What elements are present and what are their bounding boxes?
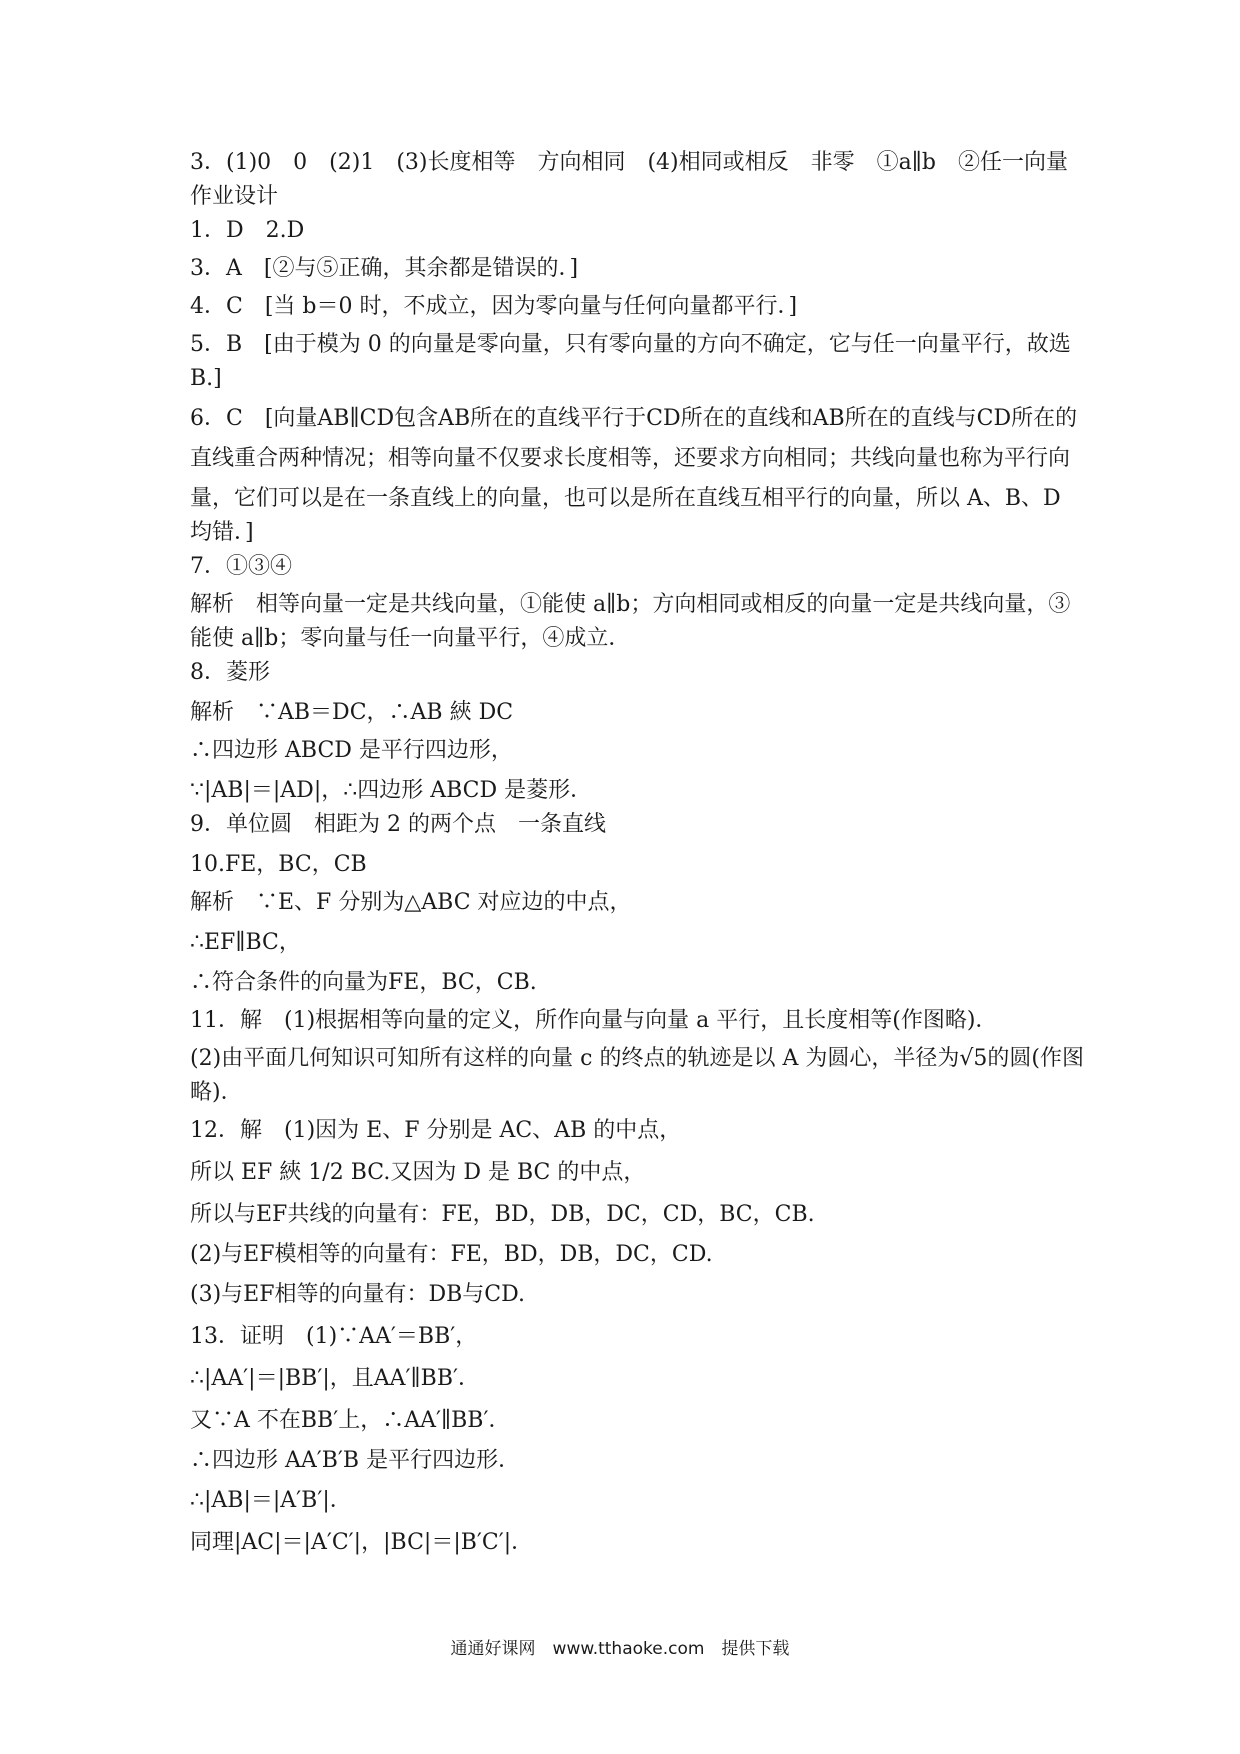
- text-line: 3．A [②与⑤正确，其余都是错误的．]: [190, 256, 579, 281]
- text-line: 均错．]: [190, 520, 254, 545]
- text-line: (2)与EF模相等的向量有：FE，BD，DB，DC，CD.: [190, 1242, 713, 1267]
- text-line: 量，它们可以是在一条直线上的向量，也可以是所在直线互相平行的向量，所以 A、B、D: [190, 486, 1061, 511]
- text-line: 6．C [向量AB∥CD包含AB所在的直线平行于CD所在的直线和AB所在的直线与CD所在的: [190, 406, 1078, 431]
- text-line: 4．C [当 b＝0 时，不成立，因为零向量与任何向量都平行．]: [190, 294, 798, 319]
- text-line: 1．D 2.D: [190, 218, 305, 243]
- text-line: ∴|AA′|＝|BB′|，且AA′∥BB′．: [190, 1366, 481, 1391]
- text-line: ∴符合条件的向量为FE，BC，CB.: [190, 970, 537, 995]
- text-line: 所以与EF共线的向量有：FE，BD，DB，DC，CD，BC，CB.: [190, 1202, 815, 1227]
- text-line: 同理|AC|＝|A′C′|，|BC|＝|B′C′|．: [190, 1530, 534, 1555]
- text-line: 7．①③④: [190, 554, 292, 579]
- text-line: ∴四边形 AA′B′B 是平行四边形．: [190, 1448, 521, 1473]
- answer-text: [190, 146, 1084, 1560]
- text-line: 解析 相等向量一定是共线向量，①能使 a∥b；方向相同或相反的向量一定是共线向量，③: [190, 592, 1071, 617]
- text-line: 解析 ∵AB＝DC，∴AB 綊 DC: [190, 700, 514, 725]
- text-line: ∴四边形 ABCD 是平行四边形，: [190, 738, 513, 763]
- text-line: 又∵A 不在BB′上，∴AA′∥BB′．: [190, 1408, 511, 1433]
- text-line: ∴|AB|＝|A′B′|．: [190, 1488, 352, 1513]
- text-line: B.]: [190, 366, 222, 391]
- text-line: (2)由平面几何知识可知所有这样的向量 c 的终点的轨迹是以 A 为圆心，半径为√5的圆(作图: [190, 1046, 1084, 1071]
- text-line: 10.FE，BC，CB: [190, 852, 367, 877]
- text-line: 5．B [由于模为 0 的向量是零向量，只有零向量的方向不确定，它与任一向量平行，故选: [190, 332, 1071, 357]
- text-line: 9．单位圆 相距为 2 的两个点 一条直线: [190, 812, 606, 837]
- text-line: 3．(1)0 0 (2)1 (3)长度相等 方向相同 (4)相同或相反 非零 ①a∥b ②任一向量: [190, 150, 1069, 175]
- text-line: (3)与EF相等的向量有：DB与CD.: [190, 1282, 525, 1307]
- page-footer: 通通好课网 www.tthaoke.com 提供下载: [450, 1639, 790, 1659]
- text-line: 解析 ∵E、F 分别为△ABC 对应边的中点，: [190, 890, 632, 915]
- text-line: ∵|AB|＝|AD|，∴四边形 ABCD 是菱形．: [190, 778, 593, 803]
- text-line: 略)．: [190, 1080, 243, 1105]
- text-line: 所以 EF 綊 1/2 BC.又因为 D 是 BC 的中点，: [190, 1160, 646, 1185]
- text-line: 作业设计: [190, 184, 279, 209]
- text-line: 能使 a∥b；零向量与任一向量平行，④成立．: [190, 626, 631, 651]
- text-line: 直线重合两种情况；相等向量不仅要求长度相等，还要求方向相同；共线向量也称为平行向: [190, 446, 1071, 471]
- text-line: 12．解 (1)因为 E、F 分别是 AC、AB 的中点，: [190, 1118, 682, 1143]
- text-line: 8．菱形: [190, 660, 270, 685]
- text-line: 13．证明 (1)∵AA′＝BB′，: [190, 1324, 478, 1349]
- text-line: 11．解 (1)根据相等向量的定义，所作向量与向量 a 平行，且长度相等(作图略)．: [190, 1008, 998, 1033]
- text-line: ∴EF∥BC，: [190, 930, 301, 955]
